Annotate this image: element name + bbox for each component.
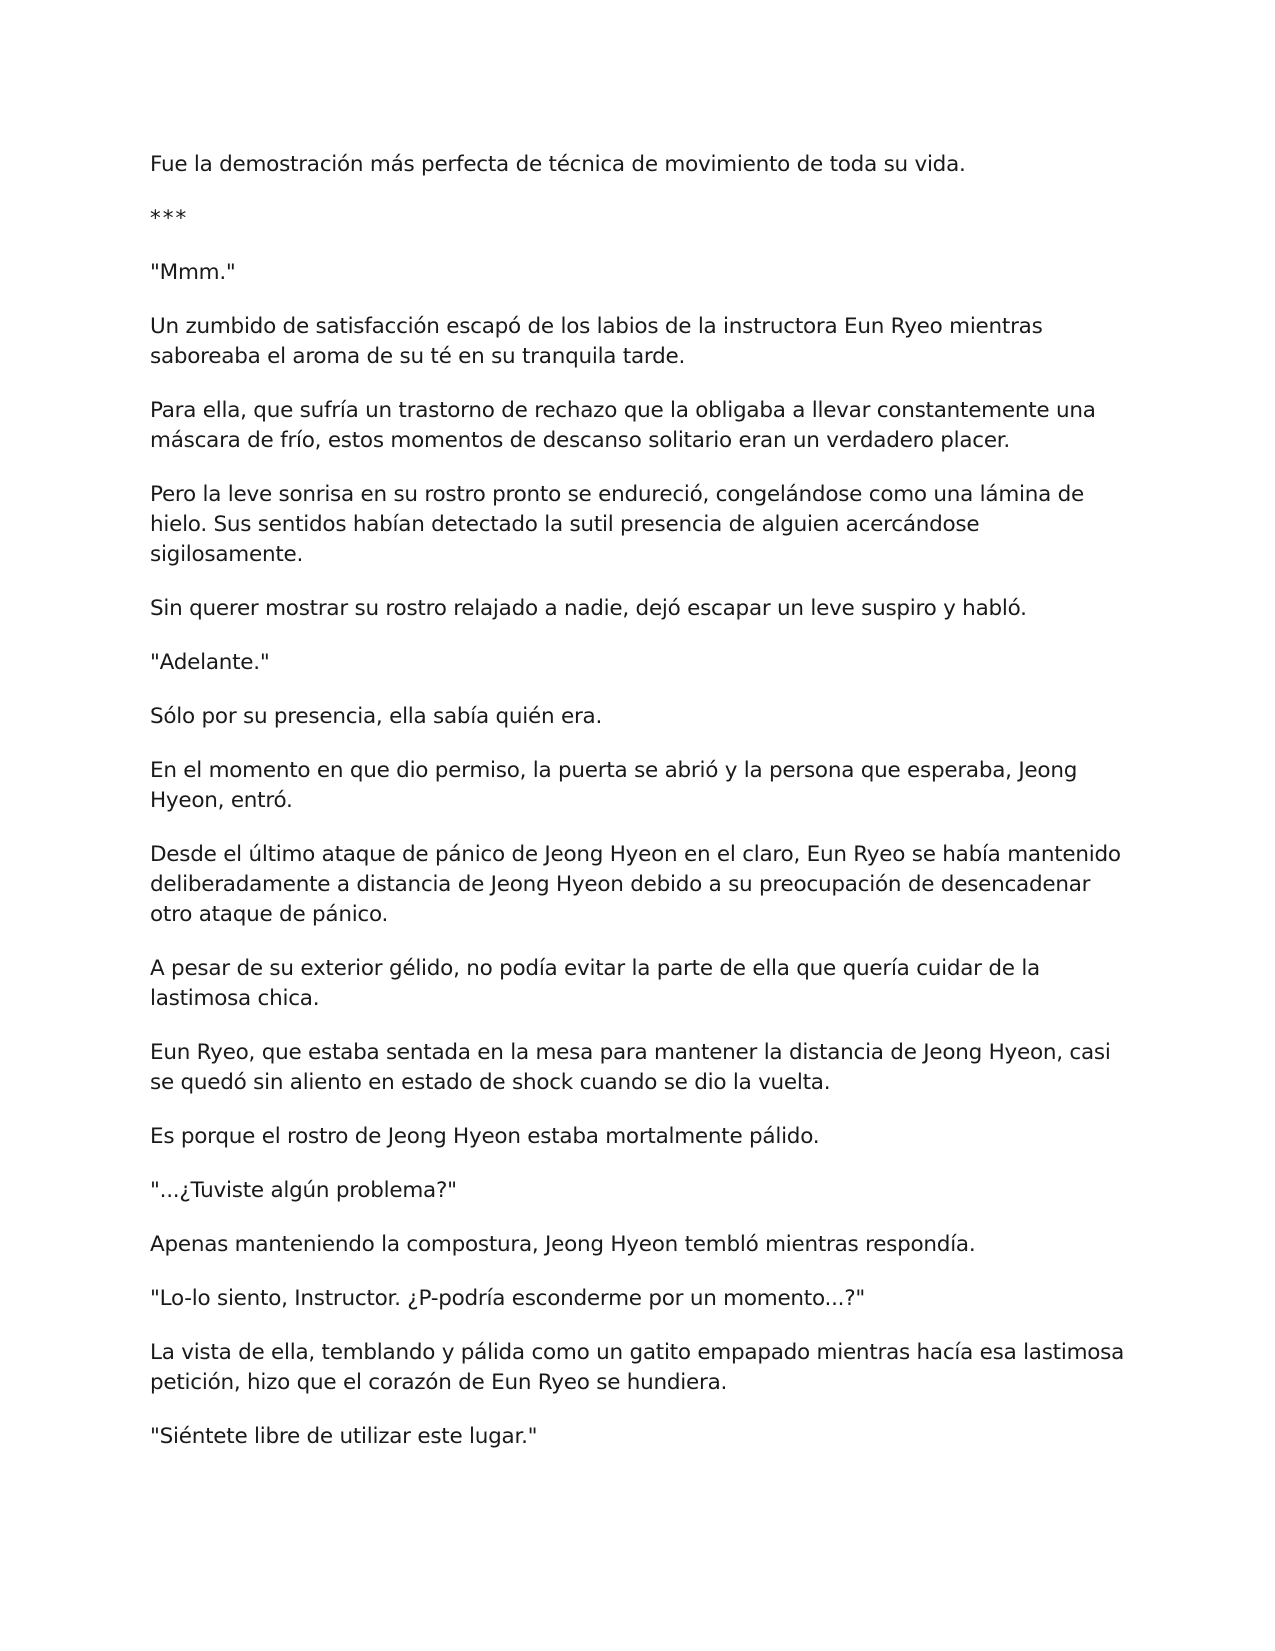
section-separator: *** (150, 206, 189, 231)
paragraph: Sin querer mostrar su rostro relajado a nadie, dejó escapar un leve suspiro y habló. (150, 596, 1027, 621)
paragraph: Para ella, que sufría un trastorno de rechazo que la obligaba a llevar constantemente una máscara de frío, estos momentos de descanso solitario eran un verdadero placer. (150, 398, 1096, 453)
paragraph: "Lo-lo siento, Instructor. ¿P-podría esconderme por un momento...?" (150, 1286, 866, 1311)
paragraph: "Siéntete libre de utilizar este lugar." (150, 1424, 538, 1449)
paragraph: Sólo por su presencia, ella sabía quién era. (150, 704, 603, 729)
paragraph: Es porque el rostro de Jeong Hyeon estaba mortalmente pálido. (150, 1124, 820, 1149)
paragraph: Un zumbido de satisfacción escapó de los labios de la instructora Eun Ryeo mientras saboreaba el aroma de su té en su tranquila tarde. (150, 314, 1043, 369)
document-body (150, 150, 1125, 1476)
paragraph: Apenas manteniendo la compostura, Jeong Hyeon tembló mientras respondía. (150, 1232, 976, 1257)
paragraph: La vista de ella, temblando y pálida como un gatito empapado mientras hacía esa lastimosa petición, hizo que el corazón de Eun Ryeo se hundiera. (150, 1340, 1125, 1395)
paragraph: Pero la leve sonrisa en su rostro pronto se endureció, congelándose como una lámina de hielo. Sus sentidos habían detectado la sutil presencia de alguien acercándose sigilosamente. (150, 482, 1084, 567)
paragraph: En el momento en que dio permiso, la puerta se abrió y la persona que esperaba, Jeong Hyeon, entró. (150, 758, 1078, 813)
paragraph: Desde el último ataque de pánico de Jeong Hyeon en el claro, Eun Ryeo se había mantenido deliberadamente a distancia de Jeong Hyeon debido a su preocupación de desencadenar otro ataque de pánico. (150, 842, 1121, 927)
paragraph: "Adelante." (150, 650, 270, 675)
paragraph: "...¿Tuviste algún problema?" (150, 1178, 457, 1203)
paragraph: A pesar de su exterior gélido, no podía evitar la parte de ella que quería cuidar de la lastimosa chica. (150, 956, 1040, 1011)
paragraph: "Mmm." (150, 260, 236, 285)
paragraph: Fue la demostración más perfecta de técnica de movimiento de toda su vida. (150, 152, 966, 177)
paragraph: Eun Ryeo, que estaba sentada en la mesa para mantener la distancia de Jeong Hyeon, casi se quedó sin aliento en estado de shock cuando se dio la vuelta. (150, 1040, 1111, 1095)
